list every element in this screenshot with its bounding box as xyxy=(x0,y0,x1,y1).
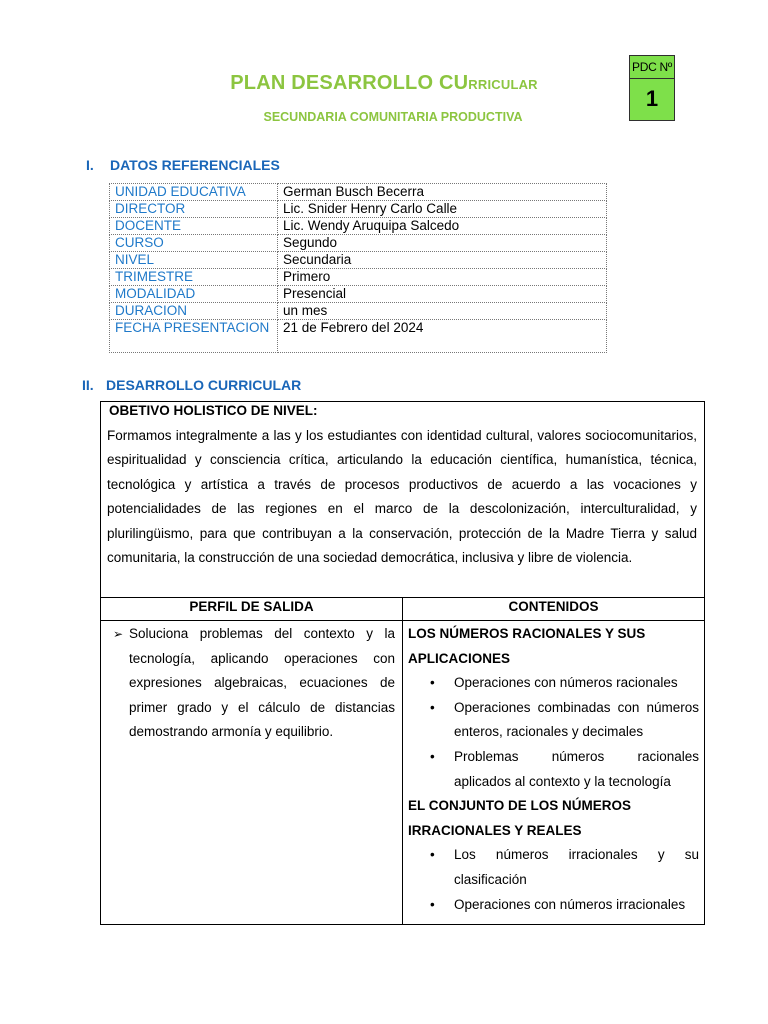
perfil-text: Soluciona problemas del contexto y la tecnología, aplicando operaciones con expresiones algebraicas, ecuaciones de primer grado y el cálculo de distancias demostrando armonía y equilibrio. xyxy=(129,626,395,740)
contenidos-list xyxy=(408,622,699,917)
row-label: TRIMESTRE xyxy=(110,269,278,286)
table-row xyxy=(110,252,607,269)
objective-text: Formamos integralmente a las y los estudiantes con identidad cultural, valores sociocomunitarios, espiritualidad y consciencia crítica, articulando la educación científica, humanística, técnica, tecnológica y artística a través de procesos productivos de acuerdo a las vocaciones y potencialidades de las regiones en el marco de la descolonización, interculturalidad, y plurilingüismo, para que contribuyan a la conservación, protección de la Madre Tierra y salud comunitaria, la construcción de una sociedad democrática, inclusiva y libre de violencia. xyxy=(107,428,697,566)
list-item-text: Problemas números racionales aplicados al contexto y la tecnología xyxy=(454,748,699,789)
row-value: Lic. Wendy Aruquipa Salcedo xyxy=(278,218,607,235)
table-row xyxy=(110,218,607,235)
row-value: 21 de Febrero del 2024 xyxy=(278,320,607,353)
row-label: DOCENTE xyxy=(110,218,278,235)
row-label: MODALIDAD xyxy=(110,286,278,303)
arrow-bullet-icon: ➢ xyxy=(113,627,124,641)
row-label: NIVEL xyxy=(110,252,278,269)
list-item xyxy=(408,696,699,745)
perfil-header: PERFIL DE SALIDA xyxy=(189,599,314,614)
perfil-item xyxy=(113,622,395,745)
row-value: Segundo xyxy=(278,235,607,252)
desarrollo-curricular-box xyxy=(100,401,705,925)
row-label: CURSO xyxy=(110,235,278,252)
row-label: UNIDAD EDUCATIVA xyxy=(110,184,278,201)
document-title-main: PLAN DESARROLLO CU xyxy=(230,72,469,94)
list-item-text: Operaciones combinadas con números enteros, racionales y decimales xyxy=(454,699,699,740)
row-label: DURACION xyxy=(110,303,278,320)
row-value: German Busch Becerra xyxy=(278,184,607,201)
list-item xyxy=(408,671,699,696)
row-value: Secundaria xyxy=(278,252,607,269)
list-item-text: Operaciones con números racionales xyxy=(454,675,678,691)
objective-title: OBETIVO HOLISTICO DE NIVEL: xyxy=(109,403,318,418)
section-number: I. xyxy=(86,157,94,173)
table-row xyxy=(110,201,607,218)
bullet-icon: • xyxy=(430,896,435,912)
column-divider xyxy=(402,597,403,924)
bullet-icon: • xyxy=(430,675,435,691)
bullet-icon: • xyxy=(430,748,435,764)
table-row xyxy=(110,320,607,353)
list-item xyxy=(408,745,699,794)
row-value: Presencial xyxy=(278,286,607,303)
contenidos-header: CONTENIDOS xyxy=(508,599,599,614)
section-heading-datos xyxy=(86,157,280,173)
section-number: II. xyxy=(82,377,94,393)
section-title: DESARROLLO CURRICULAR xyxy=(106,377,302,393)
bullet-icon: • xyxy=(430,699,435,715)
list-item xyxy=(408,843,699,892)
list-item xyxy=(408,893,699,918)
list-item-text: Los números irracionales y su clasificación xyxy=(454,847,699,887)
row-value: un mes xyxy=(278,303,607,320)
bullet-icon: • xyxy=(430,847,435,863)
table-row xyxy=(110,286,607,303)
datos-referenciales-table xyxy=(109,183,607,353)
section-heading-desarrollo xyxy=(82,377,301,393)
document-subtitle: SECUNDARIA COMUNITARIA PRODUCTIVA xyxy=(263,110,523,124)
content-section-title: LOS NÚMEROS RACIONALES Y SUS APLICACIONES xyxy=(408,626,646,666)
table-row xyxy=(110,303,607,320)
table-row xyxy=(110,269,607,286)
pdc-box xyxy=(629,55,675,121)
list-item-text: Operaciones con números irracionales xyxy=(454,896,686,912)
document-title-small: RRICULAR xyxy=(468,77,538,92)
content-section-title: EL CONJUNTO DE LOS NÚMEROS IRRACIONALES Y REALES xyxy=(408,798,632,838)
row-value: Lic. Snider Henry Carlo Calle xyxy=(278,201,607,218)
pdc-label: PDC Nº xyxy=(630,56,674,79)
table-row xyxy=(110,235,607,252)
row-value: Primero xyxy=(278,269,607,286)
row-label: DIRECTOR xyxy=(110,201,278,218)
section-title: DATOS REFERENCIALES xyxy=(110,157,280,173)
row-label: FECHA PRESENTACION xyxy=(110,320,278,353)
table-row xyxy=(110,184,607,201)
pdc-number: 1 xyxy=(645,86,659,111)
